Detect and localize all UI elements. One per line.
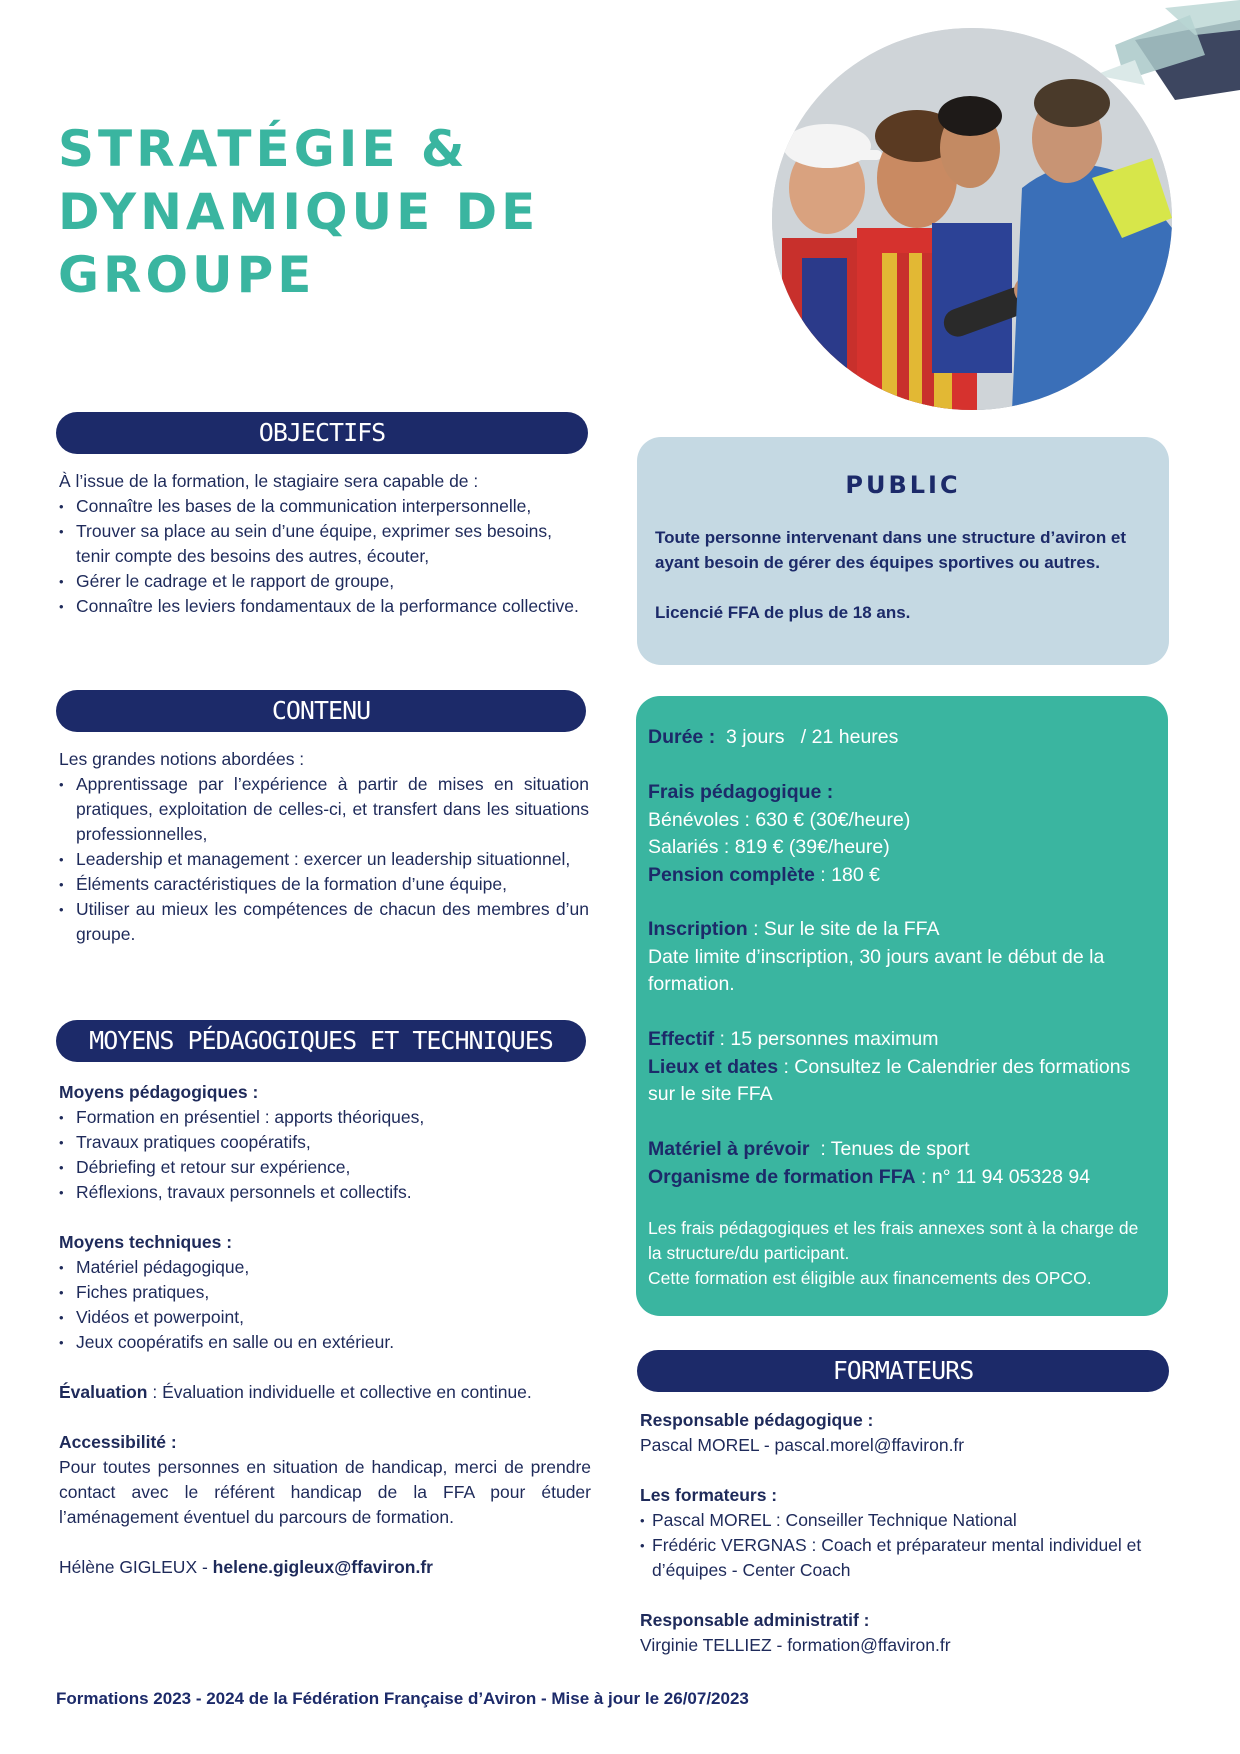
effectif-value: : 15 personnes maximum [714, 1028, 939, 1050]
title-line-1: STRATÉGIE & [58, 120, 469, 178]
public-description: Toute personne intervenant dans une structure d’aviron et ayant besoin de gérer des équipes sportives ou autres. [655, 528, 1127, 572]
public-box [637, 437, 1169, 665]
list-item: • Réflexions, travaux personnels et collectifs. [59, 1180, 591, 1205]
list-item: • Fiches pratiques, [59, 1280, 591, 1305]
effectif-line [648, 1026, 1153, 1054]
section-heading-contenu: CONTENU [56, 690, 586, 732]
date-limite: Date limite d’inscription, 30 jours avant le début de la formation. [648, 945, 1105, 995]
public-heading: PUBLIC [845, 471, 961, 499]
section-heading-moyens: MOYENS PÉDAGOGIQUES ET TECHNIQUES [56, 1020, 586, 1062]
accessibilite-text: Pour toutes personnes en situation de handicap, merci de prendre contact avec le référent handicap de la FFA pour étuder l’aménagement éventuel du parcours de formation. [59, 1457, 591, 1527]
contact-name: Hélène GIGLEUX - [59, 1557, 213, 1577]
frais-block [648, 779, 1153, 889]
materiel-line [648, 1136, 1153, 1164]
formateurs-label: Les formateurs : [640, 1485, 778, 1505]
inscription-block [648, 916, 1153, 999]
objectifs-section [59, 469, 589, 619]
practical-info-box [636, 696, 1168, 1316]
list-item: • Travaux pratiques coopératifs, [59, 1130, 591, 1155]
formateurs-section [640, 1408, 1170, 1658]
section-heading-formateurs: FORMATEURS [637, 1350, 1169, 1392]
frais-notes [648, 1216, 1153, 1291]
duree-line [648, 724, 1153, 752]
rowers-illustration [772, 28, 1172, 410]
list-item: • Apprentissage par l’expérience à partir de mises en situation pratiques, exploitation de celles-ci, et transfert dans les situations professionnelles, [59, 772, 589, 847]
frais-salaries: Salariés : 819 € (39€/heure) [648, 836, 890, 858]
formateurs-list [640, 1508, 1170, 1583]
section-heading-objectifs: OBJECTIFS [56, 412, 588, 454]
list-item: • Leadership et management : exercer un leadership situationnel, [59, 847, 589, 872]
list-item: • Pascal MOREL : Conseiller Technique National [640, 1508, 1170, 1533]
pension-line [648, 862, 1153, 890]
list-item: • Connaître les leviers fondamentaux de la performance collective. [59, 594, 589, 619]
note-opco: Cette formation est éligible aux financements des OPCO. [648, 1268, 1092, 1288]
effectif-block [648, 1026, 1153, 1109]
lieux-value: : Consultez le Calendrier des formations sur le site FFA [648, 1055, 1131, 1105]
inscription-line [648, 916, 1153, 944]
accessibilite-contact [59, 1555, 591, 1580]
evaluation-line [59, 1380, 591, 1405]
materiel-label: Matériel à prévoir [648, 1138, 810, 1160]
list-item: • Gérer le cadrage et le rapport de groupe, [59, 569, 589, 594]
resp-administratif-label: Responsable administratif : [640, 1610, 870, 1630]
resp-pedagogique-value: Pascal MOREL - pascal.morel@ffaviron.fr [640, 1435, 965, 1455]
contenu-section [59, 747, 589, 947]
contenu-intro: Les grandes notions abordées : [59, 749, 305, 769]
list-item: • Éléments caractéristiques de la formation d’une équipe, [59, 872, 589, 897]
inscription-value: : Sur le site de la FFA [747, 918, 940, 940]
duree-value: 3 jours / 21 heures [715, 726, 899, 748]
public-text [655, 525, 1155, 625]
materiel-block [648, 1136, 1153, 1191]
contenu-list [59, 772, 589, 947]
public-requirement: Licencié FFA de plus de 18 ans. [655, 603, 911, 622]
frais-label: Frais pédagogique : [648, 781, 834, 803]
materiel-value: : Tenues de sport [809, 1138, 970, 1160]
moyens-section [59, 1080, 591, 1580]
moyens-pedagogiques-list [59, 1105, 591, 1205]
list-item: • Frédéric VERGNAS : Coach et préparateur mental individuel et d’équipes - Center Coach [640, 1533, 1170, 1583]
inscription-label: Inscription [648, 918, 748, 940]
effectif-label: Effectif [648, 1028, 715, 1050]
frais-benevoles: Bénévoles : 630 € (30€/heure) [648, 808, 911, 831]
lieux-label: Lieux et dates [648, 1055, 779, 1078]
resp-pedagogique-label: Responsable pédagogique : [640, 1410, 874, 1430]
lieux-line [648, 1054, 1153, 1109]
list-item: • Connaître les bases de la communication interpersonnelle, [59, 494, 589, 519]
resp-administratif-value: Virginie TELLIEZ - formation@ffaviron.fr [640, 1635, 951, 1655]
pension-value: : 180 € [814, 863, 880, 886]
title-line-3: GROUPE [58, 246, 316, 304]
list-item: • Vidéos et powerpoint, [59, 1305, 591, 1330]
list-item: • Trouver sa place au sein d’une équipe, exprimer ses besoins, tenir compte des besoins des autres, écouter, [59, 519, 589, 569]
duree-label: Durée : [648, 726, 716, 748]
evaluation-text: : Évaluation individuelle et collective en continue. [147, 1382, 532, 1402]
moyens-pedagogiques-label: Moyens pédagogiques : [59, 1082, 259, 1102]
contact-email-link[interactable]: helene.gigleux@ffaviron.fr [212, 1557, 433, 1577]
note-charge: Les frais pédagogiques et les frais annexes sont à la charge de la structure/du participant. [648, 1218, 1139, 1263]
footer-text: Formations 2023 - 2024 de la Fédération Française d’Aviron - Mise à jour le 26/07/2023 [56, 1689, 749, 1708]
rowers-photo [772, 28, 1172, 410]
organisme-label: Organisme de formation FFA [648, 1165, 916, 1188]
moyens-techniques-label: Moyens techniques : [59, 1232, 233, 1252]
list-item: • Matériel pédagogique, [59, 1255, 591, 1280]
pension-label: Pension complète [648, 863, 815, 886]
title-line-2: DYNAMIQUE DE [58, 183, 540, 241]
evaluation-label: Évaluation [59, 1382, 148, 1402]
list-item: • Jeux coopératifs en salle ou en extérieur. [59, 1330, 591, 1355]
accessibilite-label: Accessibilité : [59, 1432, 177, 1452]
moyens-techniques-list [59, 1255, 591, 1355]
list-item: • Débriefing et retour sur expérience, [59, 1155, 591, 1180]
objectifs-list [59, 494, 589, 619]
organisme-line [648, 1164, 1153, 1192]
organisme-value: : n° 11 94 05328 94 [915, 1165, 1091, 1188]
list-item: • Formation en présentiel : apports théoriques, [59, 1105, 591, 1130]
list-item: • Utiliser au mieux les compétences de chacun des membres d’un groupe. [59, 897, 589, 947]
page-title [58, 118, 658, 307]
objectifs-intro: À l’issue de la formation, le stagiaire sera capable de : [59, 471, 479, 491]
